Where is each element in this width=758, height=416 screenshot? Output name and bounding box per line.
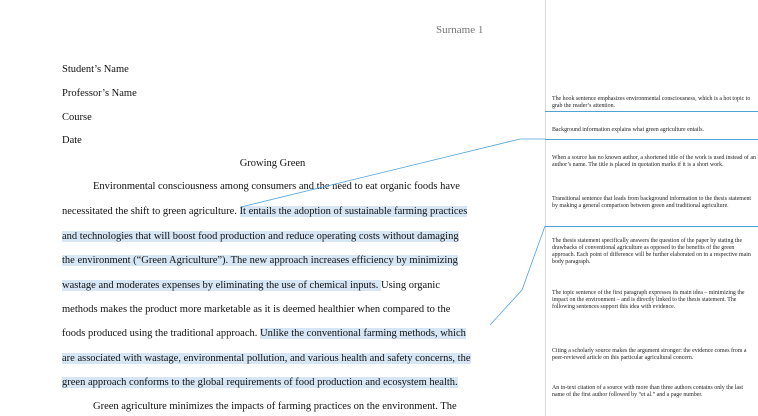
body-line	[62, 377, 458, 388]
text-run: Using organic	[381, 280, 441, 291]
body-line	[62, 304, 450, 315]
body-line	[62, 280, 440, 291]
body-line	[62, 255, 458, 266]
comment-et-al: An in-text citation of a source with more than three authors contains only the last name of the first author followed by “et al.” and a page number.	[552, 385, 744, 398]
highlighted-text: It entails the adoption of sustainable farming practices	[239, 206, 468, 217]
body-line	[62, 231, 459, 242]
body-line	[62, 353, 471, 364]
text-run: methods makes the product more marketable as it is deemed healthier when compared to the	[62, 304, 451, 315]
comment-citation-no-author: When a source has no known author, a shortened title of the work is used instead of an author’s name. The title is placed in quotation marks if it is a short work.	[552, 155, 756, 168]
comment-topic-sentence: The topic sentence of the first paragraph expresses its main idea – minimizing the impact on the environment – and is directly linked to the thesis statement. The following sentences support this idea with evidence.	[552, 290, 745, 310]
running-header: Surname 1	[436, 24, 484, 36]
body-line	[93, 401, 457, 412]
highlighted-text: Unlike the conventional farming methods, which	[260, 328, 466, 339]
comment-background: Background information explains what green agriculture entails.	[552, 127, 704, 133]
text-run: Environmental consciousness among consumers and the need to eat organic foods have	[93, 181, 460, 192]
comment-rule	[545, 111, 758, 112]
body-line	[62, 328, 466, 339]
highlighted-text: wastage and moderates expenses by eliminating the use of chemical inputs.	[62, 280, 381, 291]
student-name: Student’s Name	[62, 64, 129, 75]
text-run: foods produced using the traditional approach.	[62, 328, 260, 339]
comment-hook: The hook sentence emphasizes environmental consciousness, which is a hot topic to grab the reader’s attention.	[552, 96, 751, 109]
highlighted-text: the environment (“Green Agriculture”). The new approach increases efficiency by minimizing	[62, 255, 458, 266]
comment-thesis: The thesis statement specifically answers the question of the paper by stating the drawbacks of conventional agriculture as opposed to the benefits of the green approach. Each point of difference will be further elaborated on in a respective main body paragraph.	[552, 238, 751, 265]
text-run: necessitated the shift to green agriculture.	[62, 206, 240, 217]
comment-rule	[545, 139, 758, 140]
highlighted-text: and technologies that will boost food production and reduce operating costs without damaging	[62, 231, 459, 242]
text-run: Green agriculture minimizes the impacts of farming practices on the environment. The	[93, 401, 457, 412]
comment-transition: Transitional sentence that leads from background information to the thesis statement by making a general comparison between green and traditional agriculture.	[552, 196, 752, 209]
professor-name: Professor’s Name	[62, 88, 137, 99]
highlighted-text: are associated with wastage, environmental pollution, and various health and safety concerns, the	[62, 353, 471, 364]
course-name: Course	[62, 112, 92, 123]
comment-rule	[545, 226, 758, 227]
body-line	[93, 181, 460, 192]
essay-title: Growing Green	[239, 158, 306, 169]
body-line	[62, 206, 467, 217]
date-line: Date	[62, 135, 82, 146]
comment-scholarly-source: Citing a scholarly source makes the argument stronger: the evidence comes from a peer-reviewed article on this particular agricultural concern.	[552, 348, 747, 361]
highlighted-text: green approach conforms to the global requirements of food production and ecosystem health.	[62, 377, 458, 388]
